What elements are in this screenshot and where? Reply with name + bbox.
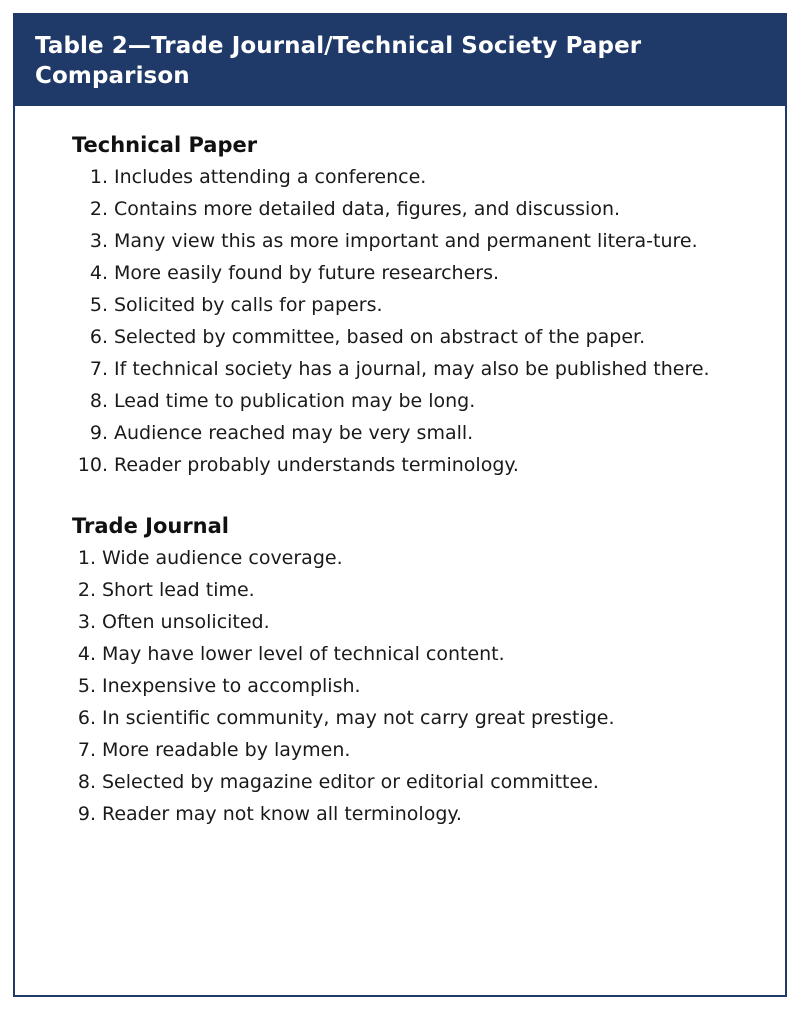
list-item xyxy=(72,353,732,385)
item-text: Includes attending a conference. xyxy=(114,166,427,188)
item-text: Contains more detailed data, figures, and discussion. xyxy=(114,198,621,220)
item-number: 9. xyxy=(89,422,108,444)
list-item xyxy=(72,289,732,321)
item-text: In scientific community, may not carry great prestige. xyxy=(102,707,615,729)
trade-journal-section xyxy=(72,511,762,830)
item-number: 2. xyxy=(77,579,96,601)
item-text: Audience reached may be very small. xyxy=(114,422,474,444)
item-number: 6. xyxy=(77,707,96,729)
list-item xyxy=(72,798,762,830)
list-item xyxy=(72,385,732,417)
item-text: Short lead time. xyxy=(102,579,255,601)
technical-paper-section xyxy=(72,130,732,481)
list-item xyxy=(72,225,732,257)
item-text: Reader may not know all terminology. xyxy=(102,803,462,825)
item-text: Wide audience coverage. xyxy=(102,547,343,569)
technical-paper-heading: Technical Paper xyxy=(72,133,258,157)
item-number: 1. xyxy=(77,547,96,569)
item-text: Solicited by calls for papers. xyxy=(114,294,383,316)
list-item xyxy=(72,257,732,289)
item-text: Selected by committee, based on abstract of the paper. xyxy=(114,326,646,348)
item-text: Reader probably understands terminology. xyxy=(114,454,519,476)
item-text: More readable by laymen. xyxy=(102,739,351,761)
item-text: Selected by magazine editor or editorial committee. xyxy=(102,771,599,793)
list-item xyxy=(72,193,732,225)
list-item xyxy=(72,670,762,702)
list-item xyxy=(72,574,762,606)
list-item xyxy=(72,542,762,574)
item-text: If technical society has a journal, may also be published there. xyxy=(114,358,710,380)
item-number: 8. xyxy=(89,390,108,412)
list-item xyxy=(72,321,732,353)
list-item xyxy=(72,638,762,670)
item-number: 3. xyxy=(77,611,96,633)
item-text: Many view this as more important and permanent litera-ture. xyxy=(114,230,698,252)
table-body xyxy=(15,106,785,830)
item-text: More easily found by future researchers. xyxy=(114,262,500,284)
item-number: 3. xyxy=(89,230,108,252)
technical-paper-list xyxy=(72,161,732,481)
item-number: 5. xyxy=(89,294,108,316)
list-item xyxy=(72,702,762,734)
item-number: 7. xyxy=(89,358,108,380)
item-text: Often unsolicited. xyxy=(102,611,270,633)
item-number: 9. xyxy=(77,803,96,825)
trade-journal-heading: Trade Journal xyxy=(72,514,229,538)
item-number: 7. xyxy=(77,739,96,761)
comparison-table xyxy=(13,13,787,997)
item-number: 4. xyxy=(89,262,108,284)
list-item xyxy=(72,734,762,766)
list-item xyxy=(72,449,732,481)
item-number: 2. xyxy=(89,198,108,220)
item-text: Inexpensive to accomplish. xyxy=(102,675,361,697)
item-number: 4. xyxy=(77,643,96,665)
item-number: 10. xyxy=(77,454,108,476)
item-text: Lead time to publication may be long. xyxy=(114,390,476,412)
table-header xyxy=(15,15,785,106)
item-number: 5. xyxy=(77,675,96,697)
item-number: 8. xyxy=(77,771,96,793)
table-title xyxy=(35,31,765,91)
list-item xyxy=(72,766,762,798)
table-title-line2: Comparison xyxy=(35,63,190,89)
list-item xyxy=(72,161,732,193)
item-number: 6. xyxy=(89,326,108,348)
list-item xyxy=(72,606,762,638)
item-number: 1. xyxy=(89,166,108,188)
list-item xyxy=(72,417,732,449)
trade-journal-list xyxy=(72,542,762,830)
item-text: May have lower level of technical content. xyxy=(102,643,505,665)
table-title-line1: Table 2—Trade Journal/Technical Society Paper xyxy=(35,33,642,59)
